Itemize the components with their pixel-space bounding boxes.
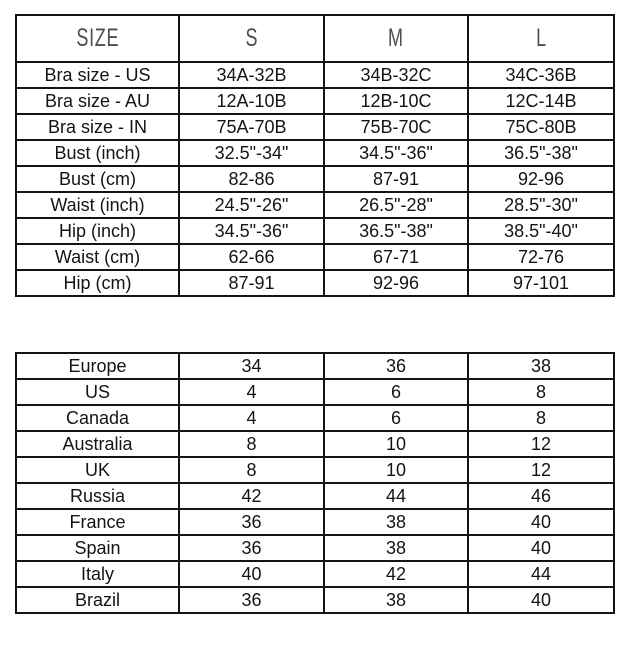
table-row (16, 457, 614, 483)
row-label: US (16, 379, 179, 405)
size-header-cell (16, 15, 179, 62)
row-label: Brazil (16, 587, 179, 613)
cell-l: 12C-14B (468, 88, 614, 114)
cell-s: 32.5"-34" (179, 140, 324, 166)
cell-s: 12A-10B (179, 88, 324, 114)
row-label: Canada (16, 405, 179, 431)
cell-l: 97-101 (468, 270, 614, 296)
cell-s: 8 (179, 457, 324, 483)
col-m-header-cell (324, 15, 468, 62)
cell-l: 44 (468, 561, 614, 587)
cell-l: 40 (468, 509, 614, 535)
cell-l: 40 (468, 535, 614, 561)
cell-m: 10 (324, 457, 468, 483)
cell-m: 38 (324, 535, 468, 561)
table-row (16, 166, 614, 192)
cell-m: 42 (324, 561, 468, 587)
cell-s: 36 (179, 509, 324, 535)
table-row (16, 561, 614, 587)
cell-s: 82-86 (179, 166, 324, 192)
table-row (16, 431, 614, 457)
table-row (16, 114, 614, 140)
cell-s: 34.5"-36" (179, 218, 324, 244)
col-l-header-cell (468, 15, 614, 62)
cell-s: 62-66 (179, 244, 324, 270)
cell-m: 44 (324, 483, 468, 509)
cell-m: 10 (324, 431, 468, 457)
col-m-header-label: M (388, 24, 404, 52)
cell-m: 87-91 (324, 166, 468, 192)
size-chart-header-row (16, 15, 614, 62)
row-label: Waist (cm) (16, 244, 179, 270)
cell-l: 8 (468, 379, 614, 405)
cell-s: 75A-70B (179, 114, 324, 140)
cell-l: 8 (468, 405, 614, 431)
cell-m: 12B-10C (324, 88, 468, 114)
table-row (16, 405, 614, 431)
row-label: Australia (16, 431, 179, 457)
cell-l: 12 (468, 457, 614, 483)
cell-s: 4 (179, 405, 324, 431)
row-label: France (16, 509, 179, 535)
row-label: Bust (cm) (16, 166, 179, 192)
cell-l: 38 (468, 353, 614, 379)
cell-s: 36 (179, 587, 324, 613)
cell-l: 72-76 (468, 244, 614, 270)
cell-l: 38.5"-40" (468, 218, 614, 244)
cell-m: 6 (324, 379, 468, 405)
row-label: Waist (inch) (16, 192, 179, 218)
row-label: Bra size - US (16, 62, 179, 88)
cell-m: 38 (324, 509, 468, 535)
cell-s: 34 (179, 353, 324, 379)
table-row (16, 379, 614, 405)
cell-s: 8 (179, 431, 324, 457)
row-label: Bra size - AU (16, 88, 179, 114)
cell-m: 67-71 (324, 244, 468, 270)
col-s-header-cell (179, 15, 324, 62)
row-label: Spain (16, 535, 179, 561)
row-label: Hip (cm) (16, 270, 179, 296)
cell-s: 24.5"-26" (179, 192, 324, 218)
row-label: Russia (16, 483, 179, 509)
col-s-header-label: S (245, 24, 258, 52)
row-label: Bra size - IN (16, 114, 179, 140)
row-label: Italy (16, 561, 179, 587)
table-row (16, 192, 614, 218)
table-row (16, 587, 614, 613)
cell-m: 26.5"-28" (324, 192, 468, 218)
international-conversion-chart (15, 352, 615, 614)
cell-m: 6 (324, 405, 468, 431)
cell-l: 34C-36B (468, 62, 614, 88)
row-label: Europe (16, 353, 179, 379)
row-label: Hip (inch) (16, 218, 179, 244)
table-row (16, 140, 614, 166)
cell-m: 34B-32C (324, 62, 468, 88)
cell-s: 42 (179, 483, 324, 509)
cell-m: 75B-70C (324, 114, 468, 140)
cell-l: 75C-80B (468, 114, 614, 140)
table-row (16, 88, 614, 114)
cell-l: 12 (468, 431, 614, 457)
cell-m: 34.5"-36" (324, 140, 468, 166)
table-row (16, 509, 614, 535)
table-row (16, 353, 614, 379)
cell-l: 46 (468, 483, 614, 509)
cell-m: 36 (324, 353, 468, 379)
cell-s: 40 (179, 561, 324, 587)
col-l-header-label: L (535, 24, 547, 52)
table-row (16, 218, 614, 244)
table-row (16, 483, 614, 509)
table-row (16, 62, 614, 88)
cell-s: 4 (179, 379, 324, 405)
cell-l: 40 (468, 587, 614, 613)
cell-l: 92-96 (468, 166, 614, 192)
row-label: UK (16, 457, 179, 483)
cell-l: 28.5"-30" (468, 192, 614, 218)
table-row (16, 535, 614, 561)
row-label: Bust (inch) (16, 140, 179, 166)
cell-l: 36.5"-38" (468, 140, 614, 166)
cell-m: 38 (324, 587, 468, 613)
cell-m: 36.5"-38" (324, 218, 468, 244)
table-row (16, 270, 614, 296)
cell-s: 36 (179, 535, 324, 561)
cell-m: 92-96 (324, 270, 468, 296)
measurement-size-chart (15, 14, 615, 297)
table-row (16, 244, 614, 270)
cell-s: 87-91 (179, 270, 324, 296)
size-header-label: SIZE (76, 24, 119, 52)
cell-s: 34A-32B (179, 62, 324, 88)
